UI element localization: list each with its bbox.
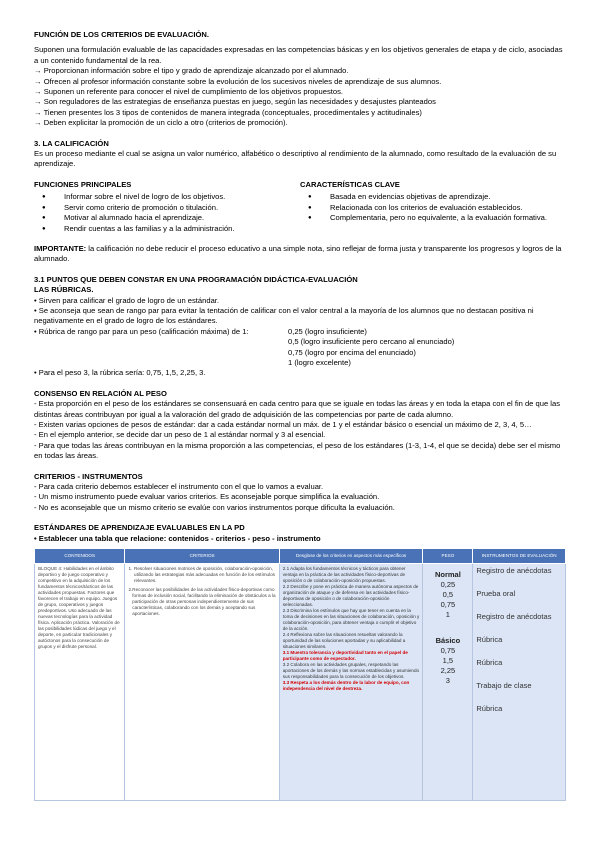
desglose-item: 3.2 Colabora en las actividades grupales, respetando las aportaciones de los demás y las normas establecidas y asumiendo sus responsabilidades para la consecución de los objetivos. — [282, 662, 420, 680]
funcion-intro: Suponen una formulación evaluable de las capacidades expresadas en las competencias básicas y en los objetivos generales de etapa y de ciclo, asociadas a un contenido fundamental de la rea. — [34, 45, 563, 65]
funcion-item: → Ofrecen al profesor información constante sobre la evolución de los sucesivos niveles de aprendizaje de sus alumnos. — [34, 76, 442, 86]
peso-normal-label: Normal — [434, 570, 461, 580]
funciones-item: ● Servir como criterio de promoción o titulación. — [64, 203, 300, 213]
estandares-bullet: • Establecer una tabla que relacione: contenidos - criterios - peso - instrumento — [34, 533, 321, 543]
instrumentos-cell — [473, 564, 566, 801]
estandares-table — [34, 548, 566, 801]
table-row — [35, 564, 566, 801]
peso-value: 1 — [445, 610, 450, 620]
peso-cell — [423, 564, 473, 801]
consenso-item: - Esta proporción en el peso de los estándares se consensuará en cada centro para que se iguale en todas las áreas y en toda la etapa con el fin de que las distintas áreas contribuyan por igual a la valoración del grado de adquisición de las competencias por parte de cada alumno. — [34, 399, 561, 419]
peso-value: 0,75 — [440, 646, 456, 656]
desglose-item: 2.1 Adapta los fundamentos técnicos y tácticos para obtener ventaja en la práctica de las actividades físico-deportivas de oposición o de colaboración-oposición propuestas. — [282, 566, 406, 584]
caracteristicas-title: CARACTERÍSTICAS CLAVE — [300, 179, 400, 189]
funciones-column — [34, 180, 300, 234]
funciones-item: ● Informar sobre el nivel de logro de los objetivos. — [64, 192, 300, 202]
peso-value: 1,5 — [442, 656, 454, 666]
peso-value: 0,5 — [442, 590, 454, 600]
peso-value: 0,75 — [440, 600, 456, 610]
criterio-text: Reconocer las posibilidades de las actividades físico-deportivas como formas de inclusión social, facilitando la eliminación de obstáculos a la participación de otras personas independientemente de sus características, colaborando con los demás y aceptando sus aportaciones. — [132, 587, 276, 617]
desglose-item: 2.4 Reflexiona sobre las situaciones resueltas valorando la oportunidad de las soluciones aportadas y su aplicabilidad a situaciones similares. — [282, 632, 406, 650]
criterio-item — [128, 566, 275, 584]
column-header-criterios: CRITERIOS — [125, 549, 279, 564]
rubric-label: • Rúbrica de rango par para un peso (calificación máxima) de 1: — [34, 326, 249, 336]
criterio-number: 2. — [128, 587, 133, 593]
desglose-cell — [279, 564, 423, 801]
column-header-instrumentos: INSTRUMENTOS DE EVALUACIÓN — [473, 549, 566, 564]
column-header-desglose: Desglose de los criterios en aspectos más específicos — [279, 549, 423, 564]
peso-basico-label: Básico — [435, 636, 461, 646]
calificacion-text: Es un proceso mediante el cual se asigna un valor numérico, alfabético o descriptivo al rendimiento de la alumnado, como resultado de la evaluación de su aprendizaje. — [34, 149, 557, 169]
rubricas-bullet: • Se aconseja que sean de rango par para evitar la tentación de calificar con el valor central a la mayoría de los alumnos que no destacan positiva ni negativamente en el grado de logro de los estándares. — [34, 305, 534, 326]
criterio-item — [128, 587, 275, 617]
instrumento-item: Trabajo de clase — [476, 681, 532, 691]
desglose-item: 2.2 Describe y pone en práctica de manera autónoma aspectos de organización de ataque y de defensa en las actividades físico-deportivas de oposición o de colaboración-oposición seleccionadas. — [282, 584, 419, 608]
consenso-item: - En el ejemplo anterior, se decide dar un peso de 1 al estándar normal y 3 al esencial. — [34, 430, 326, 440]
desglose-item: 2.3 Discrimina los estímulos que hay que tener en cuenta en la toma de decisiones en las situaciones de colaboración, oposición y colaboración-oposición, para obtener ventaja o cumplir el objetivo de la acción. — [282, 608, 420, 632]
rubric-example — [34, 327, 566, 369]
funciones-item: ● Motivar al alumnado hacia el aprendizaje. — [64, 213, 300, 223]
rubricas-bullet: • Sirven para calificar el grado de logro de un estándar. — [34, 295, 220, 305]
criterios-instrumentos-item: - Para cada criterio debemos establecer el instrumento con el que lo vamos a evaluar. — [34, 482, 324, 492]
instrumento-item: Registro de anécdotas — [476, 612, 552, 622]
importante-text: la calificación no debe reducir el proceso educativo a una simple nota, sino reflejar de forma justa y transparente los progresos y logros de la alumnado. — [34, 243, 562, 264]
importante-note — [34, 244, 566, 265]
funcion-item: → Tienen presentes los 3 tipos de contenidos de manera integrada (conceptuales, procedimentales y actitudinales) — [34, 107, 422, 117]
criterios-instrumentos-item: - Un mismo instrumento puede evaluar varios criterios. Es aconsejable porque simplifica la evaluación. — [34, 492, 380, 502]
consenso-item: - Para que todas las áreas contribuyan en la misma proporción a las competencias, el peso de los estándares (1-3, 1-4, el que se decida) debe ser el mismo en todas las áreas. — [34, 440, 561, 461]
criterio-text: Resolver situaciones motrices de oposición, colaboración-oposición, utilizando las estrategias más adecuadas en función de los estímulos relevantes. — [134, 566, 275, 584]
column-header-peso: PESO — [423, 549, 473, 564]
column-header-contenidos: CONTENIDOS — [35, 549, 125, 564]
calificacion-title: 3. LA CALIFICACIÓN — [34, 138, 109, 148]
caracteristicas-item: ● Relacionada con los criterios de evaluación establecidos. — [330, 203, 566, 213]
funciones-item: ● Rendir cuentas a las familias y a la administración. — [64, 224, 300, 234]
document-page — [34, 30, 566, 801]
criterios-cell — [125, 564, 279, 801]
consenso-title: CONSENSO EN RELACIÓN AL PESO — [34, 388, 167, 398]
funcion-title: FUNCIÓN DE LOS CRITERIOS DE EVALUACIÓN. — [34, 30, 209, 39]
rubric-value: 0,75 (logro por encima del enunciado) — [288, 347, 416, 357]
funciones-caracteristicas — [34, 180, 566, 234]
funcion-item: → Son reguladores de las estrategias de enseñanza puestas en juego, según las necesidades y desajustes planteados — [34, 97, 436, 107]
criterios-instrumentos-item: - No es aconsejable que un mismo criterio se evalúe con varios instrumentos porque dificulta la evaluación. — [34, 502, 395, 512]
table-header-row — [35, 549, 566, 564]
rubricas-subtitle: LAS RÚBRICAS. — [34, 285, 94, 295]
caracteristicas-item: ● Complementaria, pero no equivalente, a la evaluación formativa. — [330, 213, 566, 223]
instrumento-item: Rúbrica — [476, 635, 503, 645]
rubric-value: 0,5 (logro insuficiente pero cercano al enunciado) — [288, 337, 455, 347]
instrumento-item: Rúbrica — [476, 704, 503, 714]
funciones-title: FUNCIONES PRINCIPALES — [34, 179, 132, 189]
criterios-instrumentos-title: CRITERIOS - INSTRUMENTOS — [34, 471, 143, 481]
estandares-title: ESTÁNDARES DE APRENDIZAJE EVALUABLES EN LA PD — [34, 523, 245, 533]
caracteristicas-item: ● Basada en evidencias objetivas de aprendizaje. — [330, 192, 566, 202]
rubric-value: 0,25 (logro insuficiente) — [288, 326, 367, 336]
criterio-number: 1. — [128, 566, 133, 572]
instrumento-item: Prueba oral — [476, 589, 516, 599]
consenso-item: - Existen varias opciones de pesos de estándar: dar a cada estándar normal un máx. de 1 y el estándar básico o esencial un máximo de 2, 3, 4, 5… — [34, 420, 532, 429]
funcion-item: → Deben explicitar la promoción de un ciclo a otro (criterios de promoción). — [34, 118, 288, 128]
rubric-value: 1 (logro excelente) — [288, 357, 351, 367]
importante-label: IMPORTANTE: — [34, 243, 87, 253]
caracteristicas-column — [300, 180, 566, 234]
desglose-item-highlight: 3.1 Muestra tolerancia y deportividad tanto en el papel de participante como de espectador. — [282, 650, 408, 662]
instrumento-item: Rúbrica — [476, 658, 503, 668]
seccion31-title: 3.1 PUNTOS QUE DEBEN CONSTAR EN UNA PROGRAMACIÓN DIDÁCTICA-EVALUACIÓN — [34, 274, 358, 284]
peso-value: 2,25 — [440, 666, 456, 676]
funcion-item: → Suponen un referente para conocer el nivel de cumplimiento de los objetivos propuestos. — [34, 87, 343, 97]
peso-value: 3 — [445, 676, 450, 686]
peso-value: 0,25 — [440, 580, 456, 590]
funcion-item: → Proporcionan información sobre el tipo y grado de aprendizaje alcanzado por el alumnado. — [34, 66, 349, 76]
instrumento-item: Registro de anécdotas — [476, 566, 552, 576]
rubricas-bullet: • Para el peso 3, la rúbrica sería: 0,75, 1,5, 2,25, 3. — [34, 368, 206, 378]
desglose-item-highlight: 3.3 Respeta a los demás dentro de la labor de equipo, con independencia del nivel de destreza. — [282, 680, 410, 692]
contenidos-cell: BLOQUE 4: Habilidades en el ámbito deportivo y de juego cooperativo y competitivo en la adquisición de los fundamentos técnicos/tácticos de las actividades propuestas. Factores que favorecen el trabajo en equipo. Juegos de grupo, cooperativos y juegos predeportivos. Uso adecuado de las nuevas tecnologías para la actividad física. Aplicación práctica. Valoración de las posibilidades lúdicas del juego y el deporte, en particular tradicionales y autóctonos para la consecución de grupos y el disfrute personal. — [35, 564, 125, 801]
